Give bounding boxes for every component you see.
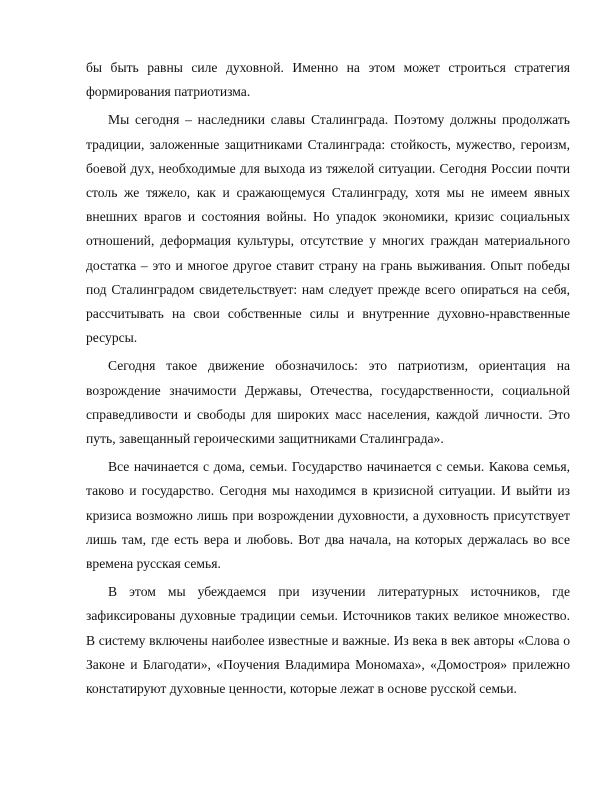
paragraph-2: Мы сегодня – наследники славы Сталинграда. Поэтому должны продолжать традиции, заложенные защитниками Сталинграда: стойкость, мужество, героизм, боевой дух, необходимые для выхода из тяжелой ситуации. Сегодня России почти столь же тяжело, как и сражающемуся Сталинграду, хотя мы не имеем явных внешних врагов и состояния войны. Но упадок экономики, кризис социальных отношений, деформация культуры, отсутствие у многих граждан материального достатка – это и многое другое ставит страну на грань выживания. Опыт победы под Сталинградом свидетельствует: нам следует прежде всего опираться на себя, рассчитывать на свои собственные силы и внутренние духовно-нравственные ресурсы.	[86, 112, 570, 346]
paragraph-5: В этом мы убеждаемся при изучении литературных источников, где зафиксированы духовные традиции семьи. Источников таких великое множество. В систему включены наиболее известные и важные. Из века в век авторы «Слова о Законе и Благодати», «Поучения Владимира Мономаха», «Домостроя» прилежно констатируют духовные ценности, которые лежат в основе русской семьи.	[86, 584, 570, 697]
document-body	[86, 56, 570, 701]
paragraph-1: бы быть равны силе духовной. Именно на этом может строиться стратегия формирования патриотизма.	[86, 60, 570, 100]
paragraph-3: Сегодня такое движение обозначилось: это патриотизм, ориентация на возрождение значимости Державы, Отечества, государственности, социальной справедливости и свободы для широких масс населения, каждой личности. Это путь, завещанный героическими защитниками Сталинграда».	[86, 358, 570, 447]
paragraph-4: Все начинается с дома, семьи. Государство начинается с семьи. Какова семья, таково и государство. Сегодня мы находимся в кризисной ситуации. И выйти из кризиса возможно лишь при возрождении духовности, а духовность присутствует лишь там, где есть вера и любовь. Вот два начала, на которых держалась во все времена русская семья.	[86, 459, 570, 572]
